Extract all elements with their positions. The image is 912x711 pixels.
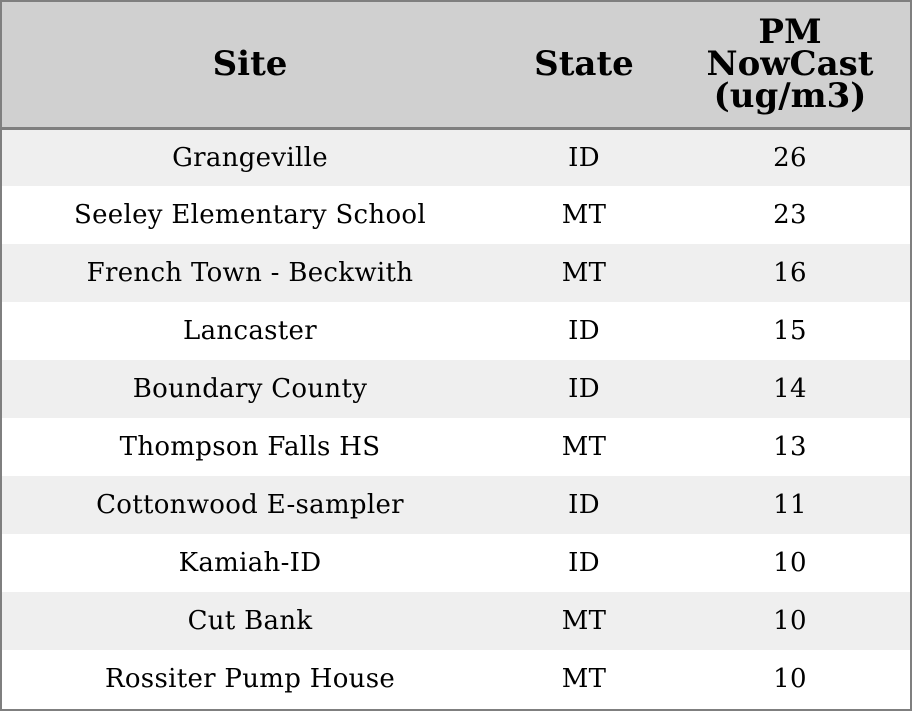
header-site: Site bbox=[2, 2, 498, 128]
table-row bbox=[2, 302, 910, 360]
table-row bbox=[2, 418, 910, 476]
cell-pm: 10 bbox=[773, 606, 807, 636]
header-pm-line-2: NowCast bbox=[706, 44, 874, 85]
header-row bbox=[2, 2, 910, 128]
table-row bbox=[2, 650, 910, 708]
cell-state: MT bbox=[561, 200, 607, 230]
cell-site: Cottonwood E-sampler bbox=[96, 490, 404, 520]
cell-pm: 11 bbox=[773, 490, 807, 520]
cell-pm: 23 bbox=[773, 200, 807, 230]
table-row bbox=[2, 592, 910, 650]
table-row bbox=[2, 360, 910, 418]
cell-site: Kamiah-ID bbox=[178, 548, 322, 578]
cell-state: ID bbox=[568, 548, 600, 578]
table-row bbox=[2, 476, 910, 534]
table-row bbox=[2, 186, 910, 244]
cell-state: ID bbox=[568, 374, 600, 404]
cell-state: MT bbox=[561, 258, 607, 288]
cell-site: Lancaster bbox=[183, 316, 317, 346]
cell-state: MT bbox=[561, 432, 607, 462]
cell-pm: 15 bbox=[773, 316, 807, 346]
cell-state: MT bbox=[561, 606, 607, 636]
header-pm-line-1: PM bbox=[758, 12, 822, 53]
pm-nowcast-table bbox=[2, 2, 910, 708]
header-pm-line-3: (ug/m3) bbox=[713, 76, 867, 117]
table-row bbox=[2, 534, 910, 592]
cell-pm: 16 bbox=[773, 258, 807, 288]
cell-site: French Town - Beckwith bbox=[86, 258, 414, 288]
cell-state: ID bbox=[568, 316, 600, 346]
cell-site: Rossiter Pump House bbox=[104, 664, 396, 694]
cell-state: ID bbox=[568, 142, 600, 173]
cell-site: Boundary County bbox=[132, 374, 368, 404]
cell-site: Grangeville bbox=[172, 142, 328, 173]
cell-pm: 26 bbox=[773, 142, 807, 173]
header-state: State bbox=[498, 2, 670, 128]
cell-pm: 10 bbox=[773, 548, 807, 578]
cell-state: ID bbox=[568, 490, 600, 520]
table-row bbox=[2, 244, 910, 302]
cell-state: MT bbox=[561, 664, 607, 694]
cell-pm: 14 bbox=[773, 374, 807, 404]
cell-site: Cut Bank bbox=[187, 606, 313, 636]
cell-pm: 10 bbox=[773, 664, 807, 694]
cell-site: Seeley Elementary School bbox=[74, 200, 426, 230]
table-body bbox=[2, 128, 910, 708]
cell-pm: 13 bbox=[773, 432, 807, 462]
table-header bbox=[2, 2, 910, 128]
table-row bbox=[2, 128, 910, 186]
cell-site: Thompson Falls HS bbox=[119, 432, 381, 462]
header-pm-nowcast bbox=[670, 2, 910, 128]
